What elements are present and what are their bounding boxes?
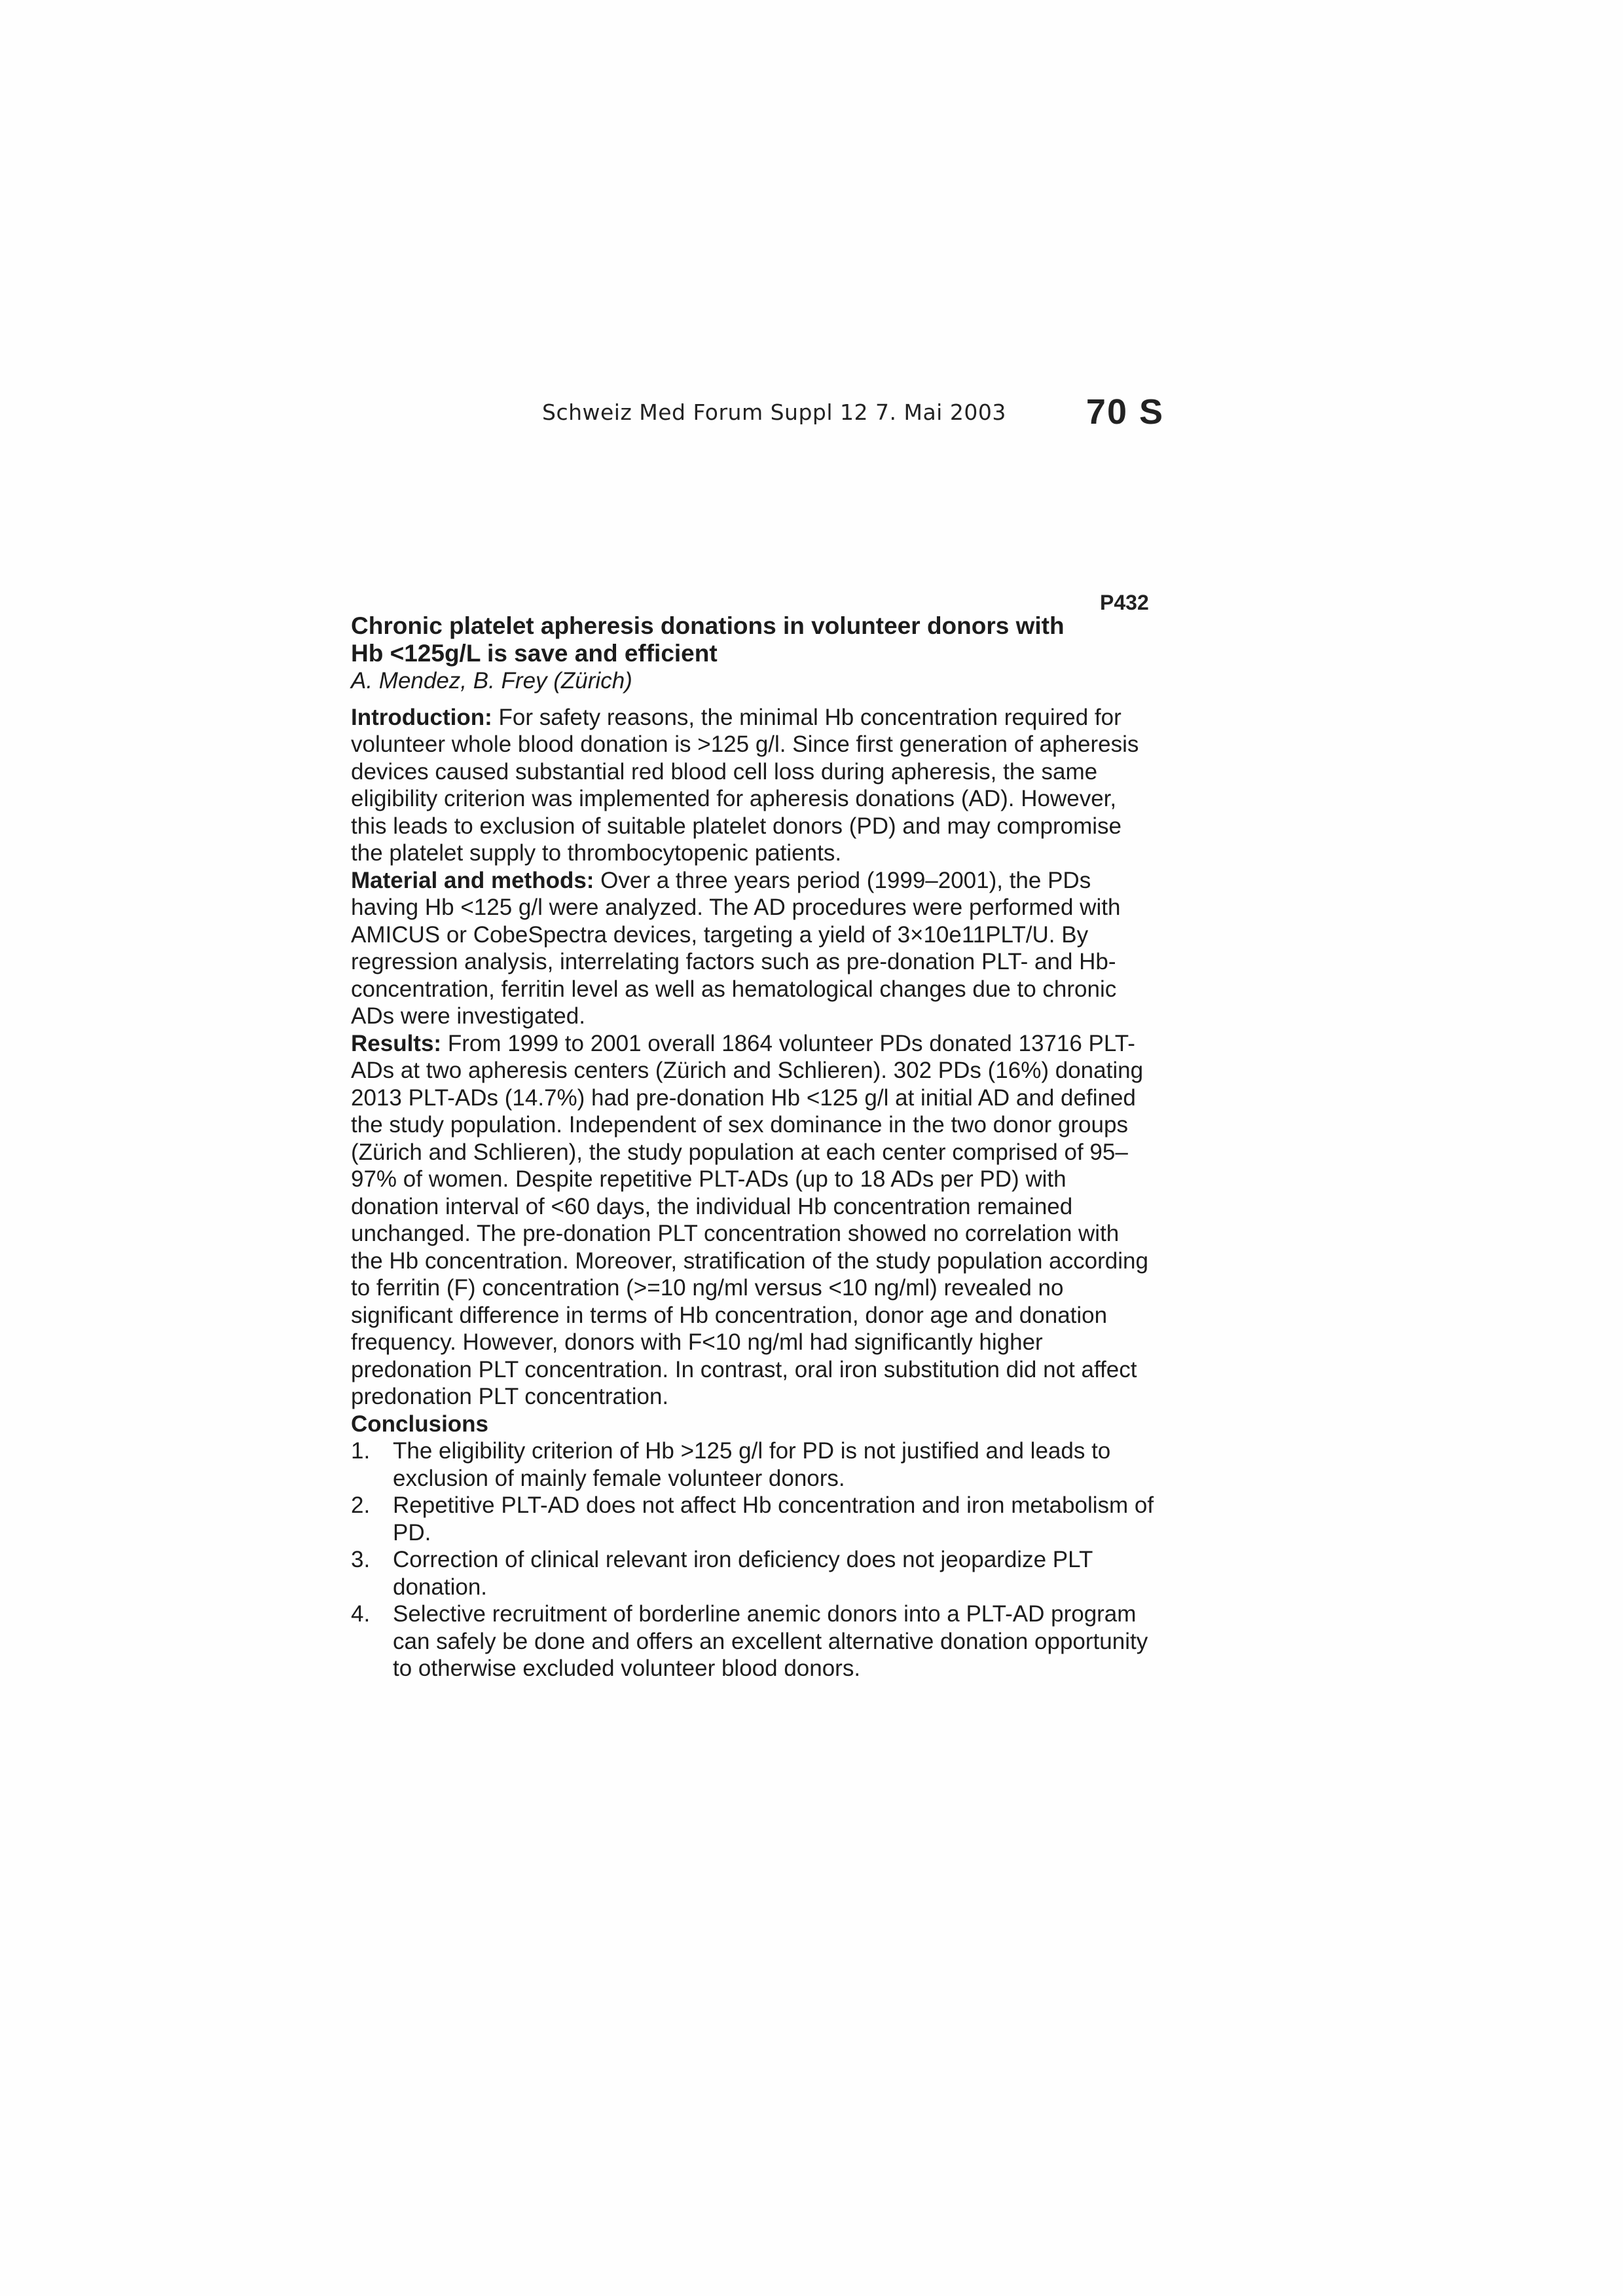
results-paragraph xyxy=(351,1030,1155,1411)
conclusion-number: 1. xyxy=(351,1438,371,1464)
conclusion-text: Selective recruitment of borderline anemic donors into a PLT-AD program can safely be done and offers an excellent alternative donation opportunity to otherwise excluded volunteer blood donors. xyxy=(393,1601,1148,1681)
conclusion-item xyxy=(351,1492,1155,1546)
conclusion-item xyxy=(351,1437,1155,1492)
results-label: Results: xyxy=(351,1030,442,1056)
methods-text: Over a three years period (1999–2001), the PDs having Hb <125 g/l were analyzed. The AD procedures were performed with AMICUS or CobeSpectra devices, targeting a yield of 3×10e11PLT/U. By regression analysis, interrelating factors such as pre-donation PLT- and Hb-concentration, ferritin level as well as hematological changes due to chronic ADs were investigated. xyxy=(351,867,1121,1029)
conclusion-number: 2. xyxy=(351,1492,371,1518)
conclusion-number: 4. xyxy=(351,1601,371,1627)
introduction-label: Introduction: xyxy=(351,704,492,730)
abstract-title: Chronic platelet apheresis donations in volunteer donors with Hb <125g/L is save and efficient xyxy=(351,612,1065,667)
abstract xyxy=(351,612,1155,1682)
introduction-paragraph xyxy=(351,704,1155,867)
conclusion-text: Repetitive PLT-AD does not affect Hb concentration and iron metabolism of PD. xyxy=(393,1492,1154,1546)
conclusion-item xyxy=(351,1546,1155,1601)
methods-label: Material and methods: xyxy=(351,867,594,893)
introduction-text: For safety reasons, the minimal Hb concentration required for volunteer whole blood donation is >125 g/l. Since first generation of apheresis devices caused substantial red blood cell loss during apheresis, the same eligibility criterion was implemented for apheresis donations (AD). However, this leads to exclusion of suitable platelet donors (PD) and may compromise the platelet supply to thrombocytopenic patients. xyxy=(351,704,1139,866)
conclusions-list xyxy=(351,1437,1155,1682)
conclusions-heading: Conclusions xyxy=(351,1411,489,1437)
conclusion-text: Correction of clinical relevant iron deficiency does not jeopardize PLT donation. xyxy=(393,1547,1093,1600)
abstract-authors: A. Mendez, B. Frey (Zürich) xyxy=(351,668,632,694)
conclusion-item xyxy=(351,1601,1155,1682)
journal-citation: Schweiz Med Forum Suppl 12 7. Mai 2003 xyxy=(542,399,1006,425)
page-number: 70 S xyxy=(1085,392,1164,432)
conclusion-text: The eligibility criterion of Hb >125 g/l for PD is not justified and leads to exclusion of mainly female volunteer donors. xyxy=(393,1438,1111,1491)
results-text: From 1999 to 2001 overall 1864 volunteer PDs donated 13716 PLT-ADs at two apheresis centers (Zürich and Schlieren). 302 PDs (16%) donating 2013 PLT-ADs (14.7%) had pre-donation Hb <125 g/l at initial AD and defined the study population. Independent of sex dominance in the two donor groups (Zürich and Schlieren), the study population at each center comprised of 95–97% of women. Despite repetitive PLT-ADs (up to 18 ADs per PD) with donation interval of <60 days, the individual Hb concentration remained unchanged. The pre-donation PLT concentration showed no correlation with the Hb concentration. Moreover, stratification of the study population according to ferritin (F) concentration (>=10 ng/ml versus <10 ng/ml) revealed no significant difference in terms of Hb concentration, donor age and donation frequency. However, donors with F<10 ng/ml had significantly higher predonation PLT concentration. In contrast, oral iron substitution did not affect predonation PLT concentration. xyxy=(351,1030,1148,1409)
conclusion-number: 3. xyxy=(351,1547,371,1572)
page-header xyxy=(542,392,1164,439)
methods-paragraph xyxy=(351,867,1155,1030)
abstract-code: P432 xyxy=(1100,591,1149,614)
